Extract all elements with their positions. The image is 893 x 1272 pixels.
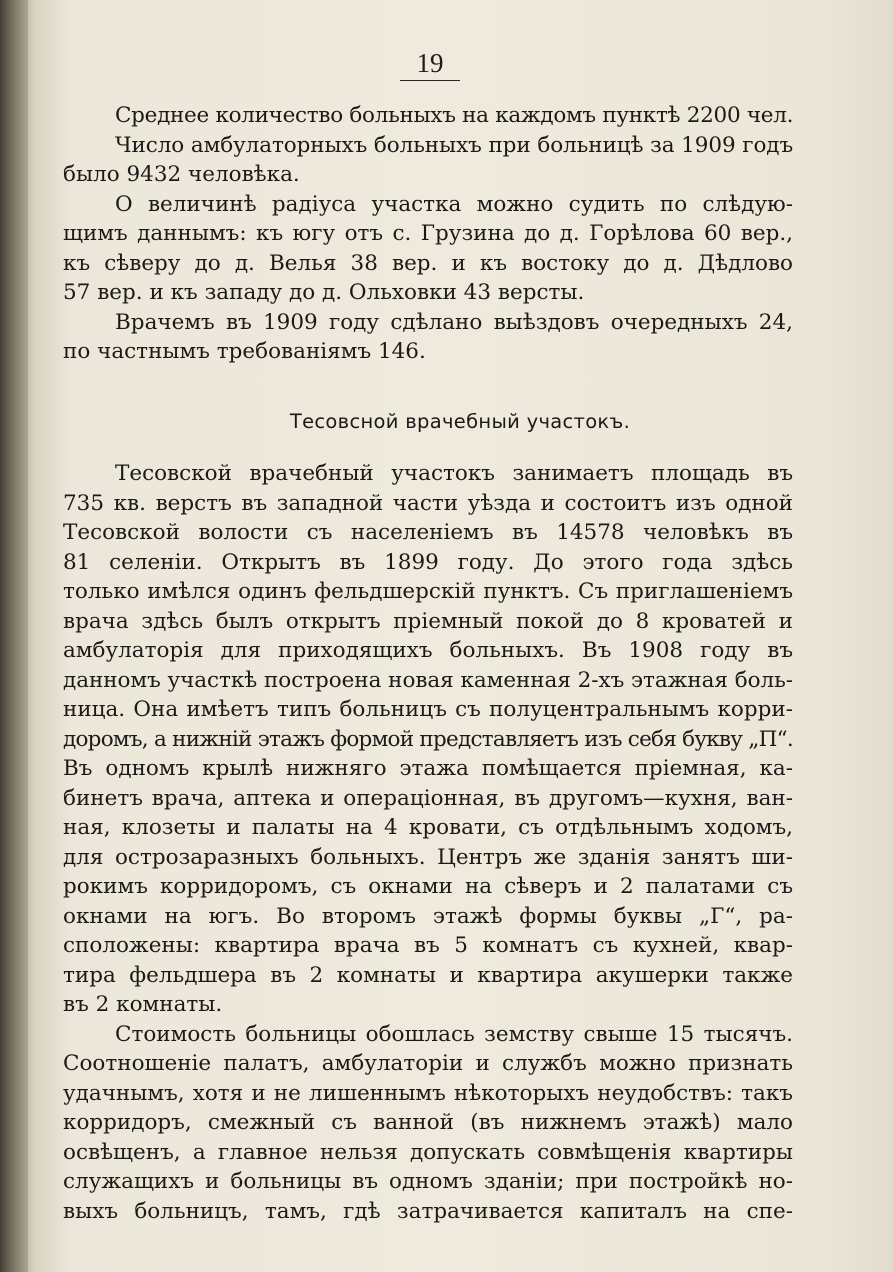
text-line: корридоръ, смежный съ ванной (въ нижнемъ этажѣ) мало bbox=[63, 1110, 793, 1135]
top-text-block bbox=[63, 101, 793, 367]
text-line: 57 вер. и къ западу до д. Ольховки 43 версты. bbox=[63, 280, 585, 305]
text-line: по частнымъ требованіямъ 146. bbox=[63, 339, 426, 364]
text-line: Среднее количество больныхъ на каждомъ пунктѣ 2200 чел. bbox=[115, 103, 793, 128]
text-line: рокимъ корридоромъ, съ окнами на сѣверъ и 2 палатами съ bbox=[63, 874, 793, 899]
text-line: для острозаразныхъ больныхъ. Центръ же зданія занятъ ши- bbox=[63, 844, 793, 870]
text-line: служащихъ и больницы въ одномъ зданіи; при постройкѣ но- bbox=[63, 1169, 793, 1194]
text-line: данномъ участкѣ построена новая каменная 2-хъ этажная боль- bbox=[63, 667, 793, 693]
text-line: бинетъ врача, аптека и операціонная, въ другомъ—кухня, ван- bbox=[63, 785, 793, 811]
text-line: въ 2 комнаты. bbox=[63, 992, 223, 1017]
text-line: окнами на югъ. Во второмъ этажѣ формы буквы „Г“, ра- bbox=[63, 903, 793, 929]
text-line: щимъ даннымъ: къ югу отъ с. Грузина до д. Горѣлова 60 вер., bbox=[63, 221, 793, 246]
section-heading: Тесовсной врачебный участокъ. bbox=[289, 410, 631, 433]
text-line: 81 селеніи. Открытъ въ 1899 году. До этого года здѣсь bbox=[63, 549, 793, 575]
text-line: Тесовской врачебный участокъ занимаетъ площадь въ bbox=[115, 461, 793, 486]
text-line: Соотношеніе палатъ, амбулаторіи и службъ можно признать bbox=[63, 1051, 793, 1076]
text-line: 735 кв. верстъ въ западной части уѣзда и состоитъ изъ одной bbox=[63, 490, 793, 516]
text-line: доромъ, а нижній этажъ формой представляетъ изъ себя букву „П“. bbox=[63, 726, 793, 752]
text-line: врача здѣсь былъ открытъ пріемный покой до 8 кроватей и bbox=[63, 608, 793, 634]
text-line: амбулаторія для приходящихъ больныхъ. Въ 1908 году въ bbox=[63, 638, 793, 663]
text-line: удачнымъ, хотя и не лишеннымъ нѣкоторыхъ неудобствъ: такъ bbox=[63, 1080, 793, 1106]
text-line: только имѣлся одинъ фельдшерскій пунктъ. Съ приглашеніемъ bbox=[63, 579, 793, 604]
text-line: Тесовской волости съ населеніемъ въ 14578 человѣкъ въ bbox=[63, 520, 793, 545]
page-number: 19 bbox=[400, 48, 460, 81]
text-line: Въ одномъ крылѣ нижняго этажа помѣщается пріемная, ка- bbox=[63, 756, 793, 781]
text-line: освѣщенъ, а главное нельзя допускать совмѣщенія квартиры bbox=[63, 1139, 793, 1165]
text-line: Стоимость больницы обошлась земству свыше 15 тысячъ. bbox=[115, 1021, 793, 1047]
text-line: къ сѣверу до д. Велья 38 вер. и къ востоку до д. Дѣдлово bbox=[63, 250, 793, 276]
text-line: ница. Она имѣетъ типъ больницъ съ полуцентральнымъ корри- bbox=[63, 697, 793, 722]
text-line: было 9432 человѣка. bbox=[63, 162, 300, 187]
text-line: тира фельдшера въ 2 комнаты и квартира акушерки также bbox=[63, 962, 793, 988]
book-spine-shadow bbox=[0, 0, 28, 1272]
text-line: Врачемъ въ 1909 году сдѣлано выѣздовъ очередныхъ 24, bbox=[115, 309, 793, 335]
text-line: О величинѣ радіуса участка можно судить по слѣдую- bbox=[115, 191, 793, 217]
text-line: выхъ больницъ, тамъ, гдѣ затрачивается капиталъ на спе- bbox=[63, 1198, 793, 1224]
text-line: Число амбулаторныхъ больныхъ при больницѣ за 1909 годъ bbox=[115, 132, 793, 158]
text-line: ная, клозеты и палаты на 4 кровати, съ отдѣльнымъ ходомъ, bbox=[63, 815, 793, 840]
main-text-block bbox=[63, 459, 793, 1226]
text-line: сположены: квартира врача въ 5 комнатъ съ кухней, квар- bbox=[63, 933, 793, 958]
